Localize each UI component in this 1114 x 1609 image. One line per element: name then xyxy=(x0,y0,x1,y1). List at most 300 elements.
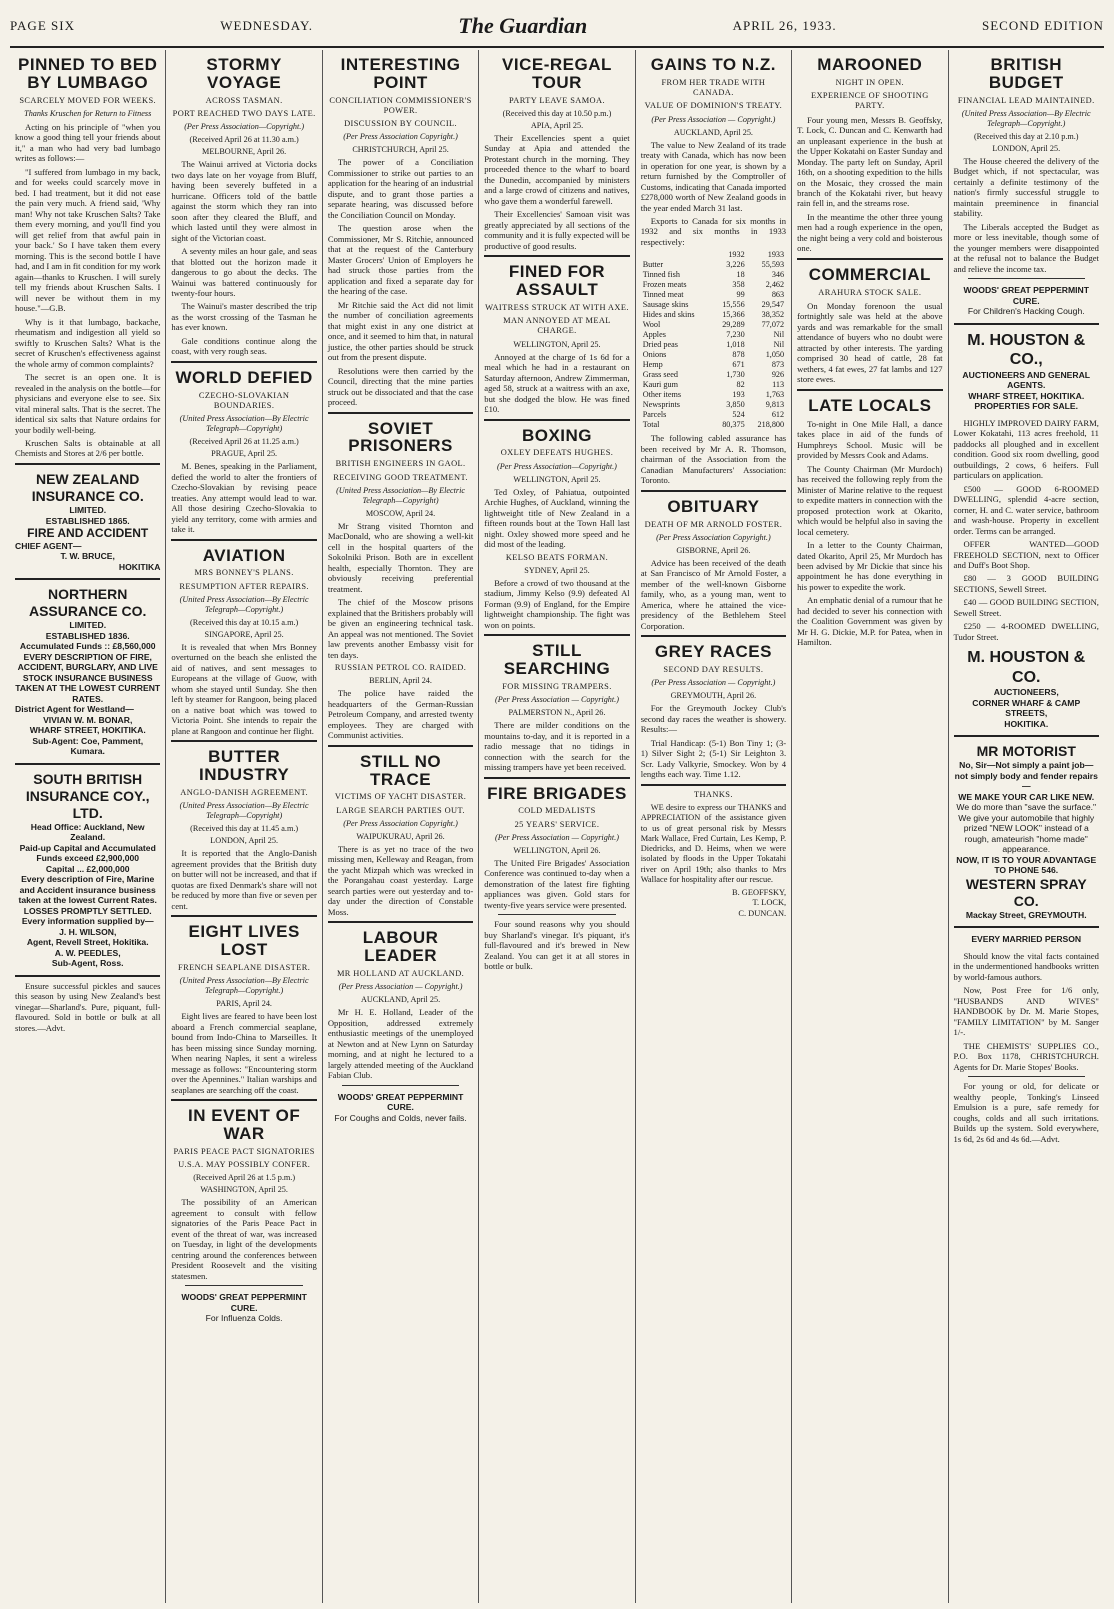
column-4 xyxy=(479,50,635,1603)
article-paragraph: Acting on his principle of "when you know a good thing tell your friends about it," a man who had very bad lumbago writes as follows:— xyxy=(15,121,161,164)
received-time: (Received April 26 at 11.25 a.m.) xyxy=(189,437,299,447)
divider xyxy=(484,255,629,257)
dateline: BERLIN, April 24. xyxy=(369,676,432,686)
article-paragraph: "I suffered from lumbago in my back, and for weeks could scarcely move in bed. I had treatment, but it did not ease the pain very much. A friend said, 'Why man! Why not take Kruschen Salts? Take them every morning, and you'll find you will get relief from that awful pain in your back.' So I have taken them every morning. This is the second bottle I have had, and I am in fit condition for my work again—thanks to Kruschen. I will surely tell my friends about Kruschen Salts. I will never be without them in my house."—G.B. xyxy=(15,166,161,314)
article-paragraph: The secret is an open one. It is revealed in the analysis on the bottle—for physicians and everyone else to see. Six vital mineral salts. That is the secret. The identical six salts that Nature ordains for your bodily well-being. xyxy=(15,372,161,435)
advert-line: WOODS' GREAT PEPPERMINT CURE. xyxy=(963,285,1090,306)
press-credit: (Per Press Association — Copyright.) xyxy=(495,695,619,705)
advert-line: LOSSES PROMPTLY SETTLED. xyxy=(23,905,152,916)
article-paragraph: Resolutions were then carried by the Council, directing that the mine parties struck out be dissociated and that the case proceed. xyxy=(327,365,474,408)
table-cell: Butter xyxy=(642,260,664,270)
divider xyxy=(968,278,1085,279)
headline-gains-to-nz: GAINS TO N.Z. xyxy=(650,55,776,74)
press-credit: (Per Press Association — Copyright.) xyxy=(495,832,619,842)
newspaper-title: The Guardian xyxy=(458,13,588,38)
column-5 xyxy=(636,50,792,1603)
article-paragraph: Their Excellencies spent a quiet Sunday at Apia and attended the Protestant church in the morning. They proceeded thence to the wharf to board the Dunedin, accompanied by ministers and a large crowd of citizens and natives, who gave them a wonderful farewell. xyxy=(484,132,630,206)
article-paragraph: The possibility of an American agreement to consult with fellow signatories of the Paris Peace Pact in event of the threat of war, was increased on Tuesday, in light of the developments centring around the conferences between President Roosevelt and the visiting statesmen. xyxy=(171,1197,317,1281)
advert-line: Sub-Agent, Ross. xyxy=(51,958,124,969)
article-paragraph: The power of a Conciliation Commissioner to strike out parties to an application for the hearing of an industrial dispute, and to grant those parties a separate hearing, was discussed before the Conciliation Council on Monday. xyxy=(327,157,474,220)
headline-in-event-of-war: IN EVENT OF WAR xyxy=(188,1106,301,1143)
table-row xyxy=(641,340,786,350)
property-listing: £250 — 4-ROOMED DWELLING, Tudor Street. xyxy=(953,621,1099,642)
table-cell: 3,850 xyxy=(726,400,745,410)
subhead: CONCILIATION COMMISSIONER'S POWER. xyxy=(329,95,472,115)
article-paragraph: The Wainui arrived at Victoria docks two days late on her voyage from Bluff, having been severely buffeted in a hurricane. Officers told of the battle against the storm which they ran into soon after they cleared the Bluff, and which lasted until they were almost in sight of the Victorian coast. xyxy=(171,159,317,243)
article-paragraph: Mr Ritchie said the Act did not limit the number of conciliation agreements that might exist in any one district at once, and it seemed to him that, in natural justice, the other parties should be struck out from the present dispute. xyxy=(327,299,474,363)
subhead: DISCUSSION BY COUNCIL. xyxy=(344,119,458,129)
dateline: MELBOURNE, April 26. xyxy=(202,147,287,157)
signature: B. GEOFFSKY, xyxy=(732,888,787,898)
subhead: COLD MEDALISTS xyxy=(518,806,596,816)
headline-lumbago: PINNED TO BED BY LUMBAGO xyxy=(18,55,158,92)
advert-line: Accumulated Funds :: £8,560,000 xyxy=(19,641,156,652)
divider xyxy=(968,1076,1085,1077)
table-cell: 38,352 xyxy=(761,310,785,320)
advert-married-person xyxy=(954,934,1099,944)
advert-line: VIVIAN W. M. BONAR, xyxy=(43,714,133,725)
table-cell: 524 xyxy=(732,410,745,420)
dateline: WASHINGTON, April 25. xyxy=(200,1185,288,1195)
advert-line: LIMITED. xyxy=(69,620,107,631)
advert-motorist xyxy=(954,743,1099,920)
thanks-title: THANKS. xyxy=(693,789,733,799)
property-listing: HIGHLY IMPROVED DAIRY FARM, Lower Kokatahi, 113 acres freehold, 11 paddocks all ploughed and in excellent condition. Good six room dwelling, good outbuildings, 2 cows, 6 heifers. Full particulars on application. xyxy=(953,417,1099,481)
article-paragraph: The Wainui's master described the trip as the worst crossing of the Tasman he has ever known. xyxy=(171,301,317,333)
article-paragraph: Before a crowd of two thousand at the stadium, Jimmy Kelso (9.9) defeated Al Forman (9.9) of England, for the Empire lightweight championship. The fight was won on points. xyxy=(484,577,630,630)
subhead: CZECHO-SLOVAKIAN BOUNDARIES. xyxy=(198,390,290,410)
table-row xyxy=(641,400,786,410)
table-cell: 18 xyxy=(736,270,745,280)
advert-line: WE MAKE YOUR CAR LIKE NEW. xyxy=(958,791,1095,802)
dateline: LONDON, April 25. xyxy=(210,836,279,846)
advert-houston-auctioneers xyxy=(954,648,1099,729)
edition-label: SECOND EDITION xyxy=(981,18,1104,33)
subhead: RESUMPTION AFTER REPAIRS. xyxy=(179,581,309,591)
subhead: 25 YEARS' SERVICE. xyxy=(514,819,600,829)
divider xyxy=(342,1085,459,1086)
headline-eight-lives-lost: EIGHT LIVES LOST xyxy=(188,922,300,960)
advert-vinegar: Four sound reasons why you should buy Sharland's vinegar. It's piquant, it's full-flavoured and it's brewed in New Zealand. You can get it at all stores in bottle or bulk. xyxy=(484,919,630,972)
article-paragraph: An emphatic denial of a rumour that he had decided to sever his connection with the Coalition Government was given by Mr H. G. Dickie, M.P. for Patea, when in Hamilton. xyxy=(797,595,943,648)
table-cell: 358 xyxy=(732,280,745,290)
dateline: MOSCOW, April 24. xyxy=(365,508,436,518)
page-columns xyxy=(10,50,1104,1603)
divider xyxy=(641,784,786,786)
article-paragraph: Four young men, Messrs B. Geoffsky, T. Lock, C. Duncan and C. Kenwarth had an unpleasant experience in the bush at the Upper Kokatahi on Easter Sunday and Monday. The party left on Sunday, April 16th, on a shooting expedition to the hills on the Mosaic, they crossed the main branch of the Kokatahi river, but heavy rain fell in, and the streams rose. xyxy=(797,114,943,209)
headline-soviet-prisoners: SOVIET PRISONERS xyxy=(348,418,453,456)
table-row xyxy=(641,390,786,400)
table-row xyxy=(641,410,786,420)
column-7 xyxy=(949,50,1104,1603)
received-time: (Received April 26 at 1.5 p.m.) xyxy=(193,1173,296,1183)
advert-line: District Agent for Westland— xyxy=(15,704,134,715)
dateline: AUCKLAND, April 25. xyxy=(673,127,753,137)
column-6 xyxy=(792,50,948,1603)
divider xyxy=(954,926,1099,928)
masthead xyxy=(10,6,1104,48)
divider xyxy=(15,578,160,580)
table-cell: 878 xyxy=(732,350,745,360)
table-cell: 612 xyxy=(771,410,785,420)
advert-peppermint-cure xyxy=(171,1292,316,1323)
dateline: SYDNEY, April 25. xyxy=(524,565,590,575)
headline-british-budget: BRITISH BUDGET xyxy=(988,55,1064,92)
table-header-cell: 1933 xyxy=(767,250,785,260)
divider xyxy=(171,539,316,541)
table-cell: 113 xyxy=(772,380,785,390)
advert-line: PROPERTIES FOR SALE. xyxy=(974,401,1079,412)
table-cell: 77,072 xyxy=(761,320,785,330)
article-paragraph: Why is it that lumbago, backache, rheumatism and indigestion all yield so swiftly to Kruschen Salts? What is the secret of Kruschen's effectiveness against the whole army of common complaints? xyxy=(15,316,161,369)
advert-line: LIMITED. xyxy=(69,505,107,516)
subhead: MRS BONNEY'S PLANS. xyxy=(194,568,294,578)
article-paragraph: There is as yet no trace of the two missing men, Kelleway and Reagan, from the yacht Mizpah which was wrecked in the Porangahau coast yesterday. Large search parties were out yesterday and to-day under the direction of Constable Moss. xyxy=(327,843,474,917)
property-listing: OFFER WANTED—GOOD FREEHOLD SECTION, next to Officer and Duff's Boot Shop. xyxy=(953,539,1099,570)
advert-line: ESTABLISHED 1865. xyxy=(45,515,130,526)
property-listing: £40 — GOOD BUILDING SECTION, Sewell Street. xyxy=(953,597,1099,618)
table-row xyxy=(641,330,786,340)
advert-line: Capital ... £2,000,000 xyxy=(45,863,130,874)
press-credit: (United Press Association—By Electric Telegraph—Copyright.) xyxy=(179,594,309,614)
advert-line: AUCTIONEERS AND GENERAL AGENTS. xyxy=(962,369,1091,391)
table-row xyxy=(641,420,786,430)
column-2 xyxy=(166,50,322,1603)
divider xyxy=(171,915,316,917)
dateline: PARIS, April 24. xyxy=(216,999,272,1009)
advert-line: WHARF STREET, HOKITIKA. xyxy=(29,725,146,736)
advert-line: J. H. WILSON, xyxy=(59,926,117,937)
press-credit: (Per Press Association—Copyright.) xyxy=(497,461,617,471)
advert-linseed: For young or old, for delicate or wealthy people, Tonking's Linseed Emulsion is a pure, safe remedy for coughs, colds and all such irritations. Builds up the system. Sold everywhere, 1s 6d, 2s 6d and 4s 6d.—Advt. xyxy=(953,1081,1099,1144)
subhead: MAN ANNOYED AT MEAL CHARGE. xyxy=(503,316,611,336)
divider xyxy=(484,634,629,636)
table-row xyxy=(641,280,786,290)
table-row xyxy=(641,380,786,390)
subhead: VALUE OF DOMINION'S TREATY. xyxy=(644,101,783,111)
advert-line: FIRE AND ACCIDENT xyxy=(27,526,149,541)
table-cell: 926 xyxy=(771,370,785,380)
dateline: CHRISTCHURCH, April 25. xyxy=(352,145,449,155)
headline-late-locals: LATE LOCALS xyxy=(808,395,932,415)
table-cell: 1,763 xyxy=(765,390,785,400)
table-cell: Other items xyxy=(642,390,682,400)
table-cell: Parcels xyxy=(642,410,667,420)
advert-line: Every information supplied by— xyxy=(21,916,154,927)
table-row xyxy=(641,310,786,320)
table-cell: Apples xyxy=(642,330,666,340)
advert-paragraph: Should know the vital facts contained in the undermentioned handbooks written by world-famous authors. xyxy=(953,950,1099,982)
advert-line: Agent, Revell Street, Hokitika. xyxy=(26,937,149,948)
headline-butter-industry: BUTTER INDUSTRY xyxy=(199,747,290,785)
table-cell: 15,556 xyxy=(722,300,745,310)
dateline: PRAGUE, April 25. xyxy=(211,449,278,459)
dateline: LONDON, April 25. xyxy=(992,143,1061,153)
advert-northern-assurance xyxy=(15,586,160,756)
table-cell: 55,593 xyxy=(761,260,785,270)
subhead: MR HOLLAND AT AUCKLAND. xyxy=(336,969,465,978)
article-paragraph: The County Chairman (Mr Murdoch) has received the following reply from the Minister of Marine relative to the request to expedite matters in connection with the proposed protection work at Okarito, which would be helpful also in saving the local cemetery. xyxy=(797,463,943,537)
article-paragraph: There are milder conditions on the mountains to-day, and it is reported in a radio message that no tidings in connection with the search for the missing trampers have yet been received. xyxy=(484,720,630,773)
table-cell: Onions xyxy=(642,350,667,360)
press-credit: (United Press Association—By Electric Telegraph—Copyright.) xyxy=(179,976,309,996)
advert-title: NEW ZEALAND INSURANCE CO. xyxy=(31,470,144,505)
advert-line: HOKITIKA xyxy=(118,561,161,572)
advert-line: WHARF STREET, HOKITIKA. xyxy=(968,390,1085,401)
headline-world-defied: WORLD DEFIED xyxy=(175,367,313,387)
dateline: GREYMOUTH, April 26. xyxy=(670,691,757,701)
advert-line: Head Office: Auckland, New Zealand. xyxy=(30,821,145,843)
divider xyxy=(797,389,942,391)
advert-line: WOODS' GREAT PEPPERMINT CURE. xyxy=(337,1091,464,1113)
headline-still-no-trace: STILL NO TRACE xyxy=(359,751,442,789)
table-cell: Dried peas xyxy=(642,340,678,350)
table-cell: 15,366 xyxy=(722,310,745,320)
thanks-notice xyxy=(641,790,786,919)
press-credit: (United Press Association—By Electric Telegraph—Copyright.) xyxy=(961,108,1091,128)
table-cell: Hides and skins xyxy=(642,310,695,320)
subhead: PARIS PEACE PACT SIGNATORIES xyxy=(173,1146,315,1156)
received-time: (Received this day at 2.10 p.m.) xyxy=(973,131,1079,141)
table-row xyxy=(641,350,786,360)
advert-south-british xyxy=(15,771,160,969)
headline-boxing: BOXING xyxy=(521,425,592,445)
subhead: BRITISH ENGINEERS IN GAOL. xyxy=(335,459,466,469)
article-paragraph: The Liberals accepted the Budget as more or less inevitable, though some of the younger members were disappointed at the refusal not to balance the Budget and relieve the income tax. xyxy=(953,221,1099,274)
press-credit: (Per Press Association — Copyright.) xyxy=(651,114,776,124)
divider xyxy=(171,361,316,363)
headline-aviation: AVIATION xyxy=(202,545,286,565)
received-time: (Received this day at 10.50 p.m.) xyxy=(502,108,612,118)
thanks-paragraph: WE desire to express our THANKS and APPRECIATION of the assistance given to us of great personal risk by Messrs Mark Wallace, Fred Curtain, Les Kemp, P. Diedricks, and D. Heims, when we were isolated by floods in the Upper Tokatahi river on April 19th; also thanks to Mrs Wallace for hospitality after our rescue. xyxy=(640,803,787,884)
press-credit: (Per Press Association — Copyright.) xyxy=(651,678,776,688)
page-number: PAGE SIX xyxy=(10,18,75,33)
article-paragraph: Gale conditions continue along the coast, with very rough seas. xyxy=(171,335,317,357)
advert-vinegar: Ensure successful pickles and sauces this season by using New Zealand's best vinegar—Sharland's. Pure, piquant, full-flavoured. Sold in bottle or bulk at all stores.—Advt. xyxy=(15,980,161,1033)
advert-title: WESTERN SPRAY CO. xyxy=(965,875,1087,909)
table-cell: Tinned meat xyxy=(642,290,684,300)
headline-fire-brigades: FIRE BRIGADES xyxy=(487,783,627,803)
subhead: VICTIMS OF YACHT DISASTER. xyxy=(334,792,467,802)
headline-stormy-voyage: STORMY VOYAGE xyxy=(206,55,282,92)
subhead: ACROSS TASMAN. xyxy=(205,95,283,105)
subhead: WAITRESS STRUCK AT WITH AXE. xyxy=(485,302,629,312)
article-paragraph: Trial Handicap: (5-1) Bon Tiny 1; (3-1) Silver Sight 2; (5-1) Sir Leighton 3. Scr. Lady Valkyrie, Smockey. Won by 4 lengths each way. Time 1.12. xyxy=(640,737,787,780)
advert-line: No, Sir—Not simply a paint job—not simply body and fender repairs— xyxy=(954,760,1098,792)
advert-line: T. W. BRUCE, xyxy=(60,551,115,562)
table-cell: Kauri gum xyxy=(642,380,678,390)
divider xyxy=(641,635,786,637)
article-paragraph: The chief of the Moscow prisons explained that the Britishers probably will be given an engineering technical task. An appeal was not mentioned. The Soviet law prevents another Embassy visit for ten days. xyxy=(327,597,474,660)
advert-peppermint-cure xyxy=(328,1092,473,1123)
divider xyxy=(484,419,629,421)
headline-grey-races: GREY RACES xyxy=(654,642,772,662)
press-credit: (United Press Association—By Electric Telegraph—Copyright) xyxy=(179,414,309,434)
table-row xyxy=(641,360,786,370)
advert-title: SOUTH BRITISH INSURANCE COY., LTD. xyxy=(25,770,150,821)
advert-line: Every description of Fire, Marine and Accident insurance business taken at the lowest Current Rates. xyxy=(18,874,157,906)
subhead: FOR MISSING TRAMPERS. xyxy=(502,681,612,691)
dateline: SINGAPORE, April 25. xyxy=(204,629,284,639)
table-cell: 346 xyxy=(771,270,785,280)
article-paragraph: In the meantime the other three young men had a rough experience in the open, the night being a very cold and boisterous one. xyxy=(797,211,943,254)
table-cell: 29,547 xyxy=(761,300,785,310)
table-cell: Newsprints xyxy=(642,400,680,410)
subhead: KELSO BEATS FORMAN. xyxy=(505,552,609,562)
table-header-cell: 1932 xyxy=(728,250,745,260)
table-cell: 1,730 xyxy=(726,370,745,380)
article-paragraph: Ted Oxley, of Pahiatua, outpointed Archie Hughes, of Auckland, winning the lightweight title of New Zealand in a fifteen rounds bout at the Town Hall last night. Oxley showed more speed and he did most of the leading. xyxy=(484,486,630,550)
subhead: RUSSIAN PETROL CO. RAIDED. xyxy=(334,663,467,673)
table-cell: Grass seed xyxy=(642,370,678,380)
article-paragraph: For the Greymouth Jockey Club's second day races the weather is showery. Results:— xyxy=(640,703,787,735)
dateline: PALMERSTON N., April 26. xyxy=(508,708,606,718)
press-credit: (Per Press Association Copyright.) xyxy=(343,818,458,828)
subhead: SECOND DAY RESULTS. xyxy=(663,665,764,675)
article-paragraph: Eight lives are feared to have been lost aboard a French commercial seaplane, bound from Indo-China to Marseilles. It has been missing since Sunday morning. When nearing Naples, it sent a wireless message as follows: "Encountering storm over the Apennines." Italian warships and seaplanes are searching off the coast. xyxy=(171,1011,317,1095)
headline-marooned: MAROONED xyxy=(817,55,923,74)
subhead: SCARCELY MOVED FOR WEEKS. xyxy=(19,95,157,105)
table-row xyxy=(641,290,786,300)
divider xyxy=(954,323,1099,325)
advert-title: MR MOTORIST xyxy=(976,743,1076,760)
subhead: PARTY LEAVE SAMOA. xyxy=(508,95,605,105)
subhead: ANGLO-DANISH AGREEMENT. xyxy=(180,788,308,798)
table-cell: 1,050 xyxy=(765,350,785,360)
advert-title: EVERY MARRIED PERSON xyxy=(971,934,1082,945)
article-paragraph: The following cabled assurance has been received by Mr A. R. Thomson, chairman of the Association from the Canadian Manufacturers' Association: Toronto. xyxy=(640,433,787,486)
signature: T. LOCK, xyxy=(752,898,787,908)
advert-line: For Influenza Colds. xyxy=(205,1313,283,1324)
table-cell: Tinned fish xyxy=(642,270,680,280)
article-paragraph: Kruschen Salts is obtainable at all Chemists and Stores at 2/6 per bottle. xyxy=(15,437,161,459)
table-cell: 863 xyxy=(771,290,785,300)
press-credit: (Per Press Association Copyright.) xyxy=(656,532,771,542)
advert-line: CORNER WHARF & CAMP STREETS, xyxy=(972,697,1081,719)
headline-obituary: OBITUARY xyxy=(667,496,760,516)
article-paragraph: Their Excellencies' Samoan visit was greatly appreciated by all sections of the community and it is fully expected will be productive of good results. xyxy=(484,209,630,251)
article-paragraph: The United Fire Brigades' Association Conference was continued to-day when a demonstration of the latest fire fighting appliances was given. Gold stars for twenty-five years service were presented. xyxy=(484,857,630,910)
subhead: PORT REACHED TWO DAYS LATE. xyxy=(172,108,316,118)
headline-fined-for-assault: FINED FOR ASSAULT xyxy=(508,262,606,300)
issue-date: APRIL 26, 1933. xyxy=(732,18,837,33)
advert-line: We do more than "save the surface." We give your automobile that highly prized "NEW LOOK" instead of a rough, amateurish "home made" appearance. xyxy=(956,802,1097,855)
table-row xyxy=(641,270,786,280)
advert-houston-properties xyxy=(954,331,1099,412)
table-row xyxy=(641,370,786,380)
table-cell: 218,800 xyxy=(757,420,785,430)
subhead: FINANCIAL LEAD MAINTAINED. xyxy=(957,95,1095,105)
divider xyxy=(185,1285,302,1286)
subhead: LARGE SEARCH PARTIES OUT. xyxy=(336,805,465,815)
article-paragraph: On Monday forenoon the usual fortnightly sale was held at the above yards and was remarkable for the small attendance of buyers who no doubt were attracted by other interests. The yarding comprised 30 head of cattle, 28 fat wethers, 4 fat ewes, 27 fat lambs and 127 store ewes. xyxy=(797,300,943,385)
advert-title: NORTHERN ASSURANCE CO. xyxy=(28,586,147,620)
dateline: GISBORNE, April 26. xyxy=(676,545,751,555)
advert-peppermint-cure xyxy=(954,285,1099,316)
advert-paragraph: THE CHEMISTS' SUPPLIES CO., P.O. Box 1178, CHRISTCHURCH. Agents for Dr. Marie Stopes' Books. xyxy=(953,1040,1099,1072)
advert-title: M. HOUSTON & CO. xyxy=(967,649,1086,686)
divider xyxy=(484,777,629,779)
column-3 xyxy=(323,50,479,1603)
article-paragraph: It is reported that the Anglo-Danish agreement provides that the British duty on butter will not be increased, and that if quotas are fixed Denmark's share will not be reduced by more than five or seven per cent. xyxy=(171,848,317,911)
table-cell: Nil xyxy=(773,340,785,350)
table-row xyxy=(641,300,786,310)
advert-line: ESTABLISHED 1836. xyxy=(45,630,130,641)
table-cell: 873 xyxy=(771,360,785,370)
headline-commercial: COMMERCIAL xyxy=(808,264,931,284)
table-cell: 29,289 xyxy=(722,320,745,330)
advert-line: HOKITIKA. xyxy=(1004,718,1049,729)
subhead: FRENCH SEAPLANE DISASTER. xyxy=(178,962,311,972)
subhead: ARAHURA STOCK SALE. xyxy=(818,287,922,297)
headline-still-searching: STILL SEARCHING xyxy=(503,641,611,679)
advert-line: AUCTIONEERS, xyxy=(993,687,1059,698)
article-paragraph: It is revealed that when Mrs Bonney overturned on the beach she enlisted the aid of natives, and sent messages to Europeans at the village of Guow, with whom she stayed until Sunday. She then left by steamer for Rangoon, being placed on a native boat which was towed to Victoria Point. She intends to repair the plane at Rangoon and continue her flight. xyxy=(171,641,317,736)
article-paragraph: The value to New Zealand of its trade treaty with Canada, which has now been in operation for one year, is shown by a return furnished by the Comptroller of Customs, indicating that Canada imported £278,000 worth of New Zealand goods in the year ended March 31 last. xyxy=(640,139,787,213)
subhead: OXLEY DEFEATS HUGHES. xyxy=(500,448,614,458)
press-credit: (Per Press Association—Copyright.) xyxy=(184,122,305,132)
advert-title: M. HOUSTON & CO., xyxy=(967,331,1086,369)
article-paragraph: Mr H. E. Holland, Leader of the Opposition, addressed extremely enthusiastic meetings of the unemployed at Newton and at New Lynn on Saturday morning, and at night he lectured to a largely attended meeting of the Auckland Fabian Club. xyxy=(327,1007,474,1081)
divider xyxy=(15,463,160,465)
advert-line: CHIEF AGENT— xyxy=(15,540,82,551)
article-paragraph: Exports to Canada for six months in 1932 and six months in 1933 respectively: xyxy=(640,215,787,247)
subhead: EXPERIENCE OF SHOOTING PARTY. xyxy=(810,91,929,111)
divider xyxy=(641,490,786,492)
divider xyxy=(797,258,942,260)
article-paragraph: Advice has been received of the death at San Francisco of Mr Arnold Foster, a member of the well-known Gisborne family, who, as a young man, went to America, where he attained the vice-presidency of the Bethlehem Steel Corporation. xyxy=(640,557,787,631)
signature: C. DUNCAN. xyxy=(738,908,787,918)
property-listing: £500 — GOOD 6-ROOMED DWELLING, splendid 4-acre section, corner, H. and C. water service, bathroom and wash-house. Property in excellent order. Terms can be arranged. xyxy=(953,483,1099,536)
headline-vice-regal-tour: VICE-REGAL TOUR xyxy=(502,55,612,92)
advert-line: Sub-Agent: Coe, Pamment, Kumara. xyxy=(32,735,144,757)
table-cell: Total xyxy=(642,420,660,430)
property-listing: £80 — 3 GOOD BUILDING SECTIONS, Sewell Street. xyxy=(953,573,1099,594)
table-cell: Nil xyxy=(773,330,785,340)
table-cell: 9,813 xyxy=(765,400,785,410)
article-paragraph: Mr Strang visited Thornton and MacDonald, who are showing a well-kit cell in the hospital quarters of the Sokolniki Prison. Both are in excellent health, especially Thornton. They are obviously receiving preferential treatment. xyxy=(327,520,474,594)
article-paragraph: The police have raided the headquarters of the German-Russian Petroleum Company, and arrested twenty employees. They are charged with Communist activities. xyxy=(327,688,474,741)
divider xyxy=(328,745,473,747)
advert-line: Paid-up Capital and Accumulated Funds exceed £2,900,000 xyxy=(19,842,156,864)
table-cell: Sausage skins xyxy=(642,300,689,310)
advert-nz-insurance xyxy=(15,471,160,572)
dateline: WELLINGTON, April 25. xyxy=(513,474,601,484)
advert-line: For Coughs and Colds, never fails. xyxy=(334,1112,467,1123)
received-time: (Received this day at 11.45 a.m.) xyxy=(190,824,299,834)
press-credit: (United Press Association—By Electric Telegraph—Copyright) xyxy=(336,485,466,505)
advert-line: A. W. PEEDLES, xyxy=(54,947,121,958)
divider xyxy=(328,412,473,414)
headline-interesting-point: INTERESTING POINT xyxy=(340,55,461,92)
headline-labour-leader: LABOUR LEADER xyxy=(362,928,439,966)
advert-paragraph: Now, Post Free for 1/6 only, "HUSBANDS AND WIVES" HANDBOOK by Dr. M. Marie Stopes, "FAMILY LIMITATION" by M. Sanger 1/-. xyxy=(953,985,1099,1038)
advert-line: For Children's Hacking Cough. xyxy=(967,306,1085,317)
table-row xyxy=(641,260,786,270)
dateline: WELLINGTON, April 26. xyxy=(513,845,601,855)
table-cell: 2,462 xyxy=(765,280,785,290)
table-header-row xyxy=(641,250,786,260)
article-paragraph: Annoyed at the charge of 1s 6d for a meal which he had in a restaurant on Saturday afternoon, Andrew Zimmerman, aged 58, struck at a waitress with an axe, but she dodged the blow. He was fined £10. xyxy=(484,351,630,415)
column-1 xyxy=(10,50,166,1603)
received-time: (Received this day at 10.15 a.m.) xyxy=(190,617,299,627)
subhead: DEATH OF MR ARNOLD FOSTER. xyxy=(644,519,783,529)
dateline: WELLINGTON, April 25. xyxy=(513,339,601,349)
divider xyxy=(171,740,316,742)
divider xyxy=(498,914,615,915)
dateline: AUCKLAND, April 25. xyxy=(360,995,441,1005)
table-cell: 1,018 xyxy=(726,340,745,350)
